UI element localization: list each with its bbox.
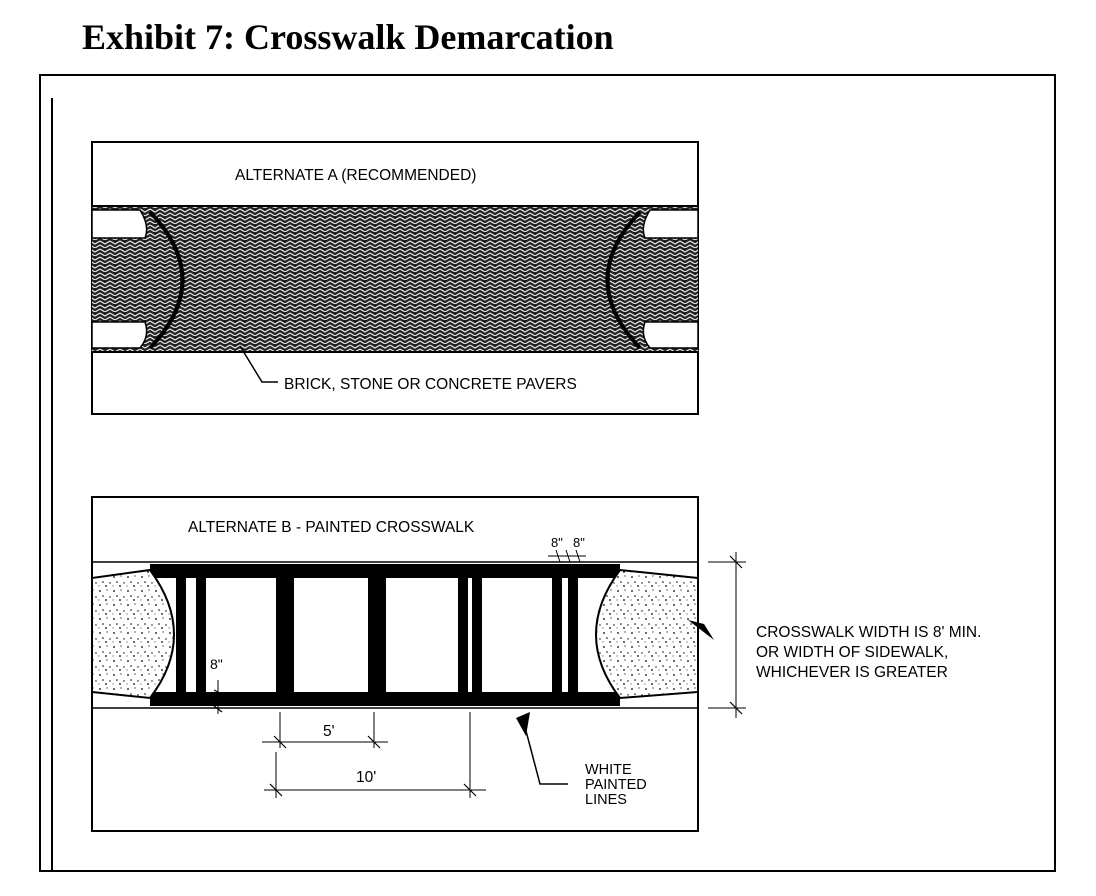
dim-5ft: 5' bbox=[323, 723, 335, 740]
panel-b bbox=[92, 497, 746, 831]
lines-note-line-3: LINES bbox=[585, 792, 627, 808]
crosswalk-width-note bbox=[756, 623, 981, 683]
width-note-line-1: CROSSWALK WIDTH IS 8' MIN. bbox=[756, 624, 982, 641]
lines-note-line-2: PAINTED bbox=[585, 777, 647, 793]
pavers-callout: BRICK, STONE OR CONCRETE PAVERS bbox=[284, 376, 577, 393]
dim-10ft: 10' bbox=[356, 769, 377, 786]
dim-8in-top-2: 8" bbox=[573, 535, 585, 550]
panel-b-heading: ALTERNATE B - PAINTED CROSSWALK bbox=[188, 519, 475, 536]
white-painted-lines-note bbox=[585, 763, 647, 808]
page-title: Exhibit 7: Crosswalk Demarcation bbox=[82, 17, 614, 57]
dim-8in-top-1: 8" bbox=[551, 535, 563, 550]
dim-8in-left: 8" bbox=[210, 656, 223, 672]
panel-a-heading: ALTERNATE A (RECOMMENDED) bbox=[235, 167, 477, 184]
lines-note-line-1: WHITE bbox=[585, 762, 632, 778]
width-note-line-3: WHICHEVER IS GREATER bbox=[756, 664, 948, 681]
width-note-line-2: OR WIDTH OF SIDEWALK, bbox=[756, 644, 949, 661]
